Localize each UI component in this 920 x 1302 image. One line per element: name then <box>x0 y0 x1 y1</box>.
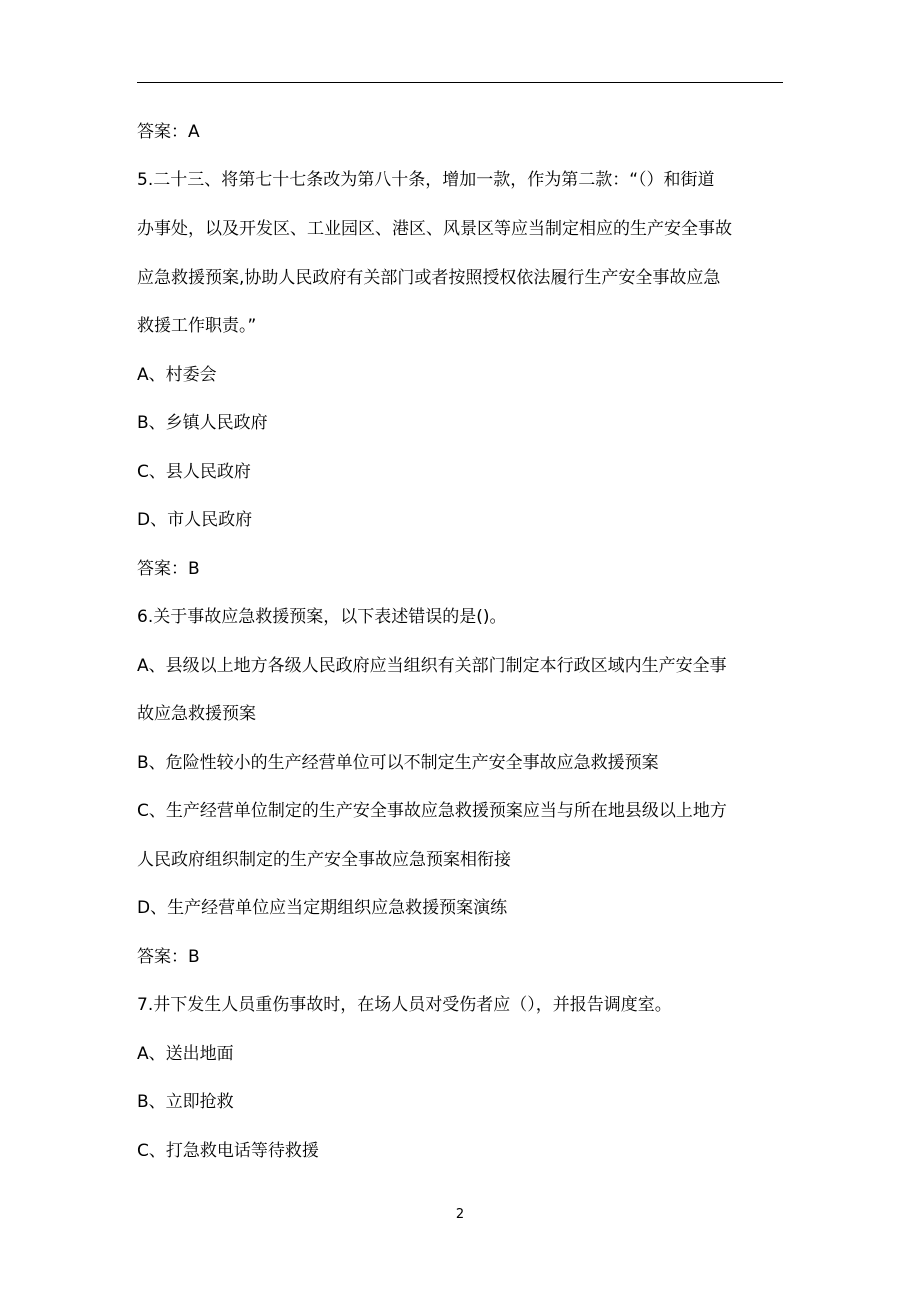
option-line: 故应急救援预案 <box>137 704 256 724</box>
option-line: B、立即抢救 <box>137 1092 234 1112</box>
option-line: C、打急救电话等待救援 <box>137 1141 319 1161</box>
question-text: 6.关于事故应急救援预案，以下表述错误的是()。 <box>137 607 507 627</box>
question-text: 7.井下发生人员重伤事故时，在场人员对受伤者应（），并报告调度室。 <box>137 995 672 1015</box>
question-text: 应急救援预案,协助人民政府有关部门或者按照授权依法履行生产安全事故应急 <box>137 268 721 288</box>
question-text: 救援工作职责。” <box>137 316 257 336</box>
answer-line: 答案：B <box>137 947 200 967</box>
option-line: A、送出地面 <box>137 1044 234 1064</box>
option-line: A、县级以上地方各级人民政府应当组织有关部门制定本行政区域内生产安全事 <box>137 656 727 676</box>
question-text: 办事处，以及开发区、工业园区、港区、风景区等应当制定相应的生产安全事故 <box>137 219 732 239</box>
answer-line: 答案：A <box>137 122 200 142</box>
option-line: D、市人民政府 <box>137 510 253 530</box>
option-line: B、乡镇人民政府 <box>137 413 268 433</box>
page-number: 2 <box>455 1207 465 1222</box>
option-line: C、县人民政府 <box>137 462 251 482</box>
option-line: 人民政府组织制定的生产安全事故应急预案相衔接 <box>137 850 511 870</box>
header-rule <box>137 82 783 83</box>
question-text: 5.二十三、将第七十七条改为第八十条，增加一款，作为第二款：“（）和街道 <box>137 170 715 190</box>
option-line: C、生产经营单位制定的生产安全事故应急救援预案应当与所在地县级以上地方 <box>137 801 727 821</box>
answer-line: 答案：B <box>137 559 200 579</box>
option-line: B、危险性较小的生产经营单位可以不制定生产安全事故应急救援预案 <box>137 753 659 773</box>
option-line: D、生产经营单位应当定期组织应急救援预案演练 <box>137 898 508 918</box>
option-line: A、村委会 <box>137 365 217 385</box>
